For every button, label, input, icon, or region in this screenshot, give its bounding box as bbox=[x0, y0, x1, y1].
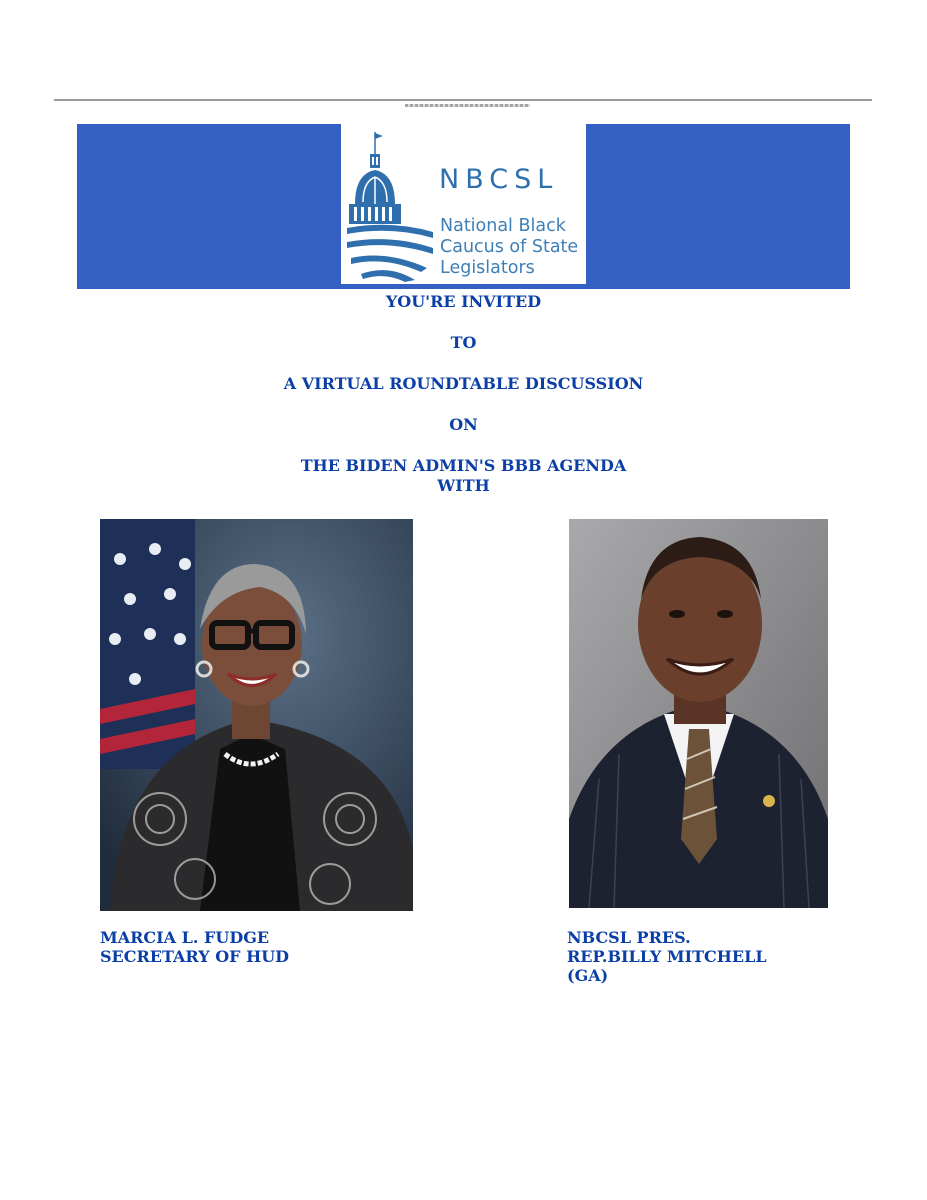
speaker-2-state: (GA) bbox=[567, 966, 609, 985]
speaker-2-photo bbox=[569, 519, 828, 908]
logo-abbreviation: NBCSL bbox=[439, 164, 559, 195]
logo-full-name bbox=[440, 216, 578, 279]
speaker-2-name: REP.BILLY MITCHELL bbox=[567, 947, 767, 966]
invite-line-youre-invited: YOU'RE INVITED bbox=[385, 292, 542, 311]
invite-line-roundtable: A VIRTUAL ROUNDTABLE DISCUSSION bbox=[283, 374, 644, 393]
fine-print-line bbox=[405, 104, 530, 107]
speaker-1-caption bbox=[100, 928, 289, 966]
invite-line-on: ON bbox=[449, 415, 478, 434]
invite-line-to: TO bbox=[450, 333, 477, 352]
speaker-1-name: MARCIA L. FUDGE bbox=[100, 928, 270, 947]
speaker-1-title: SECRETARY OF HUD bbox=[100, 947, 290, 966]
logo-name-line-2: Caucus of State bbox=[440, 237, 579, 257]
invite-line-with: WITH bbox=[437, 476, 490, 495]
logo-name-line-1: National Black bbox=[440, 216, 566, 236]
nbcsl-logo bbox=[341, 124, 586, 284]
top-divider bbox=[54, 99, 872, 101]
speaker-1-photo bbox=[100, 519, 413, 911]
invite-line-agenda: THE BIDEN ADMIN'S BBB AGENDA bbox=[300, 456, 627, 475]
speaker-2-caption bbox=[567, 928, 767, 985]
logo-name-line-3: Legislators bbox=[440, 258, 535, 278]
speaker-2-role: NBCSL PRES. bbox=[567, 928, 691, 947]
